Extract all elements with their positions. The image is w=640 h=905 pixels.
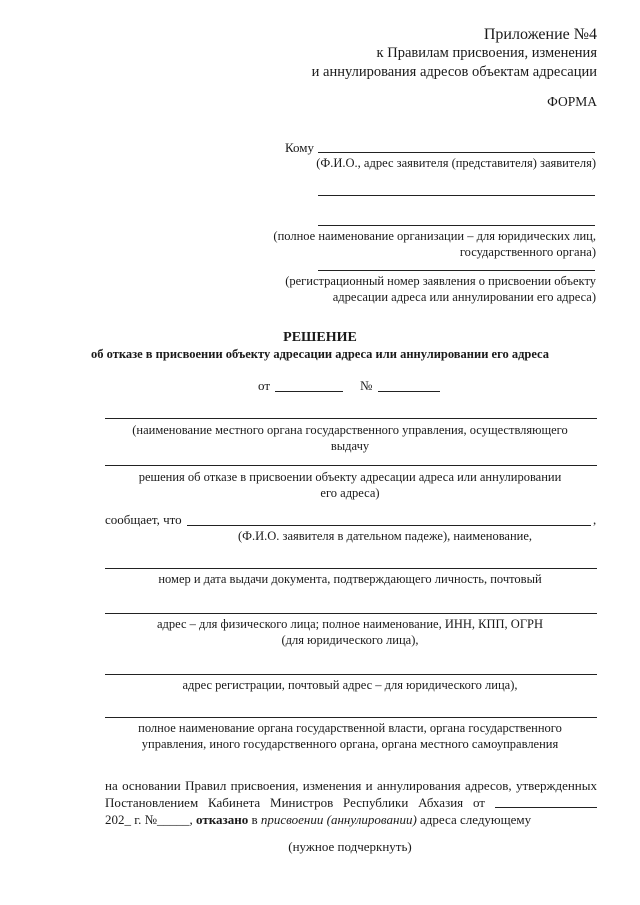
caption-fio: (Ф.И.О., адрес заявителя (представителя) заявителя) <box>316 156 596 170</box>
caption-org-a2: выдачу <box>330 439 370 453</box>
recipient-name-line <box>318 152 595 153</box>
doc-line <box>105 568 597 569</box>
basis-date-line <box>495 807 597 808</box>
refused-word: отказано <box>196 812 249 827</box>
basis-line-2: Постановлением Кабинета Министров Республики Абхазия от <box>105 795 485 810</box>
informs-label: сообщает, что <box>105 512 182 527</box>
caption-reg-addr: адрес регистрации, почтовый адрес – для юридического лица), <box>182 678 518 692</box>
org-line-a <box>105 418 597 419</box>
addr-line <box>105 613 597 614</box>
authority-line <box>105 717 597 718</box>
caption-addr-2: (для юридического лица), <box>281 633 419 647</box>
number-label: № <box>360 378 373 393</box>
basis-number-blank: _____, <box>157 812 193 827</box>
number-line <box>378 391 440 392</box>
caption-org-a1: (наименование местного органа государственного управления, осуществляющего <box>132 423 568 437</box>
basis-line-3 <box>105 811 531 828</box>
caption-reg-1: (регистрационный номер заявления о присвоении объекту <box>285 274 596 288</box>
to-label: Кому <box>285 140 315 155</box>
org-line-b <box>105 465 597 466</box>
caption-org-b1: решения об отказе в присвоении объекту адресации адреса или аннулировании <box>138 470 562 484</box>
caption-authority-1: полное наименование органа государственной власти, органа государственного <box>138 721 562 735</box>
decision-subtitle: об отказе в присвоении объекту адресации адреса или аннулировании его адреса <box>90 347 549 361</box>
caption-fio-dative: (Ф.И.О. заявителя в дательном падеже), наименование, <box>237 529 533 543</box>
from-label: от <box>258 378 271 393</box>
caption-org-1: (полное наименование организации – для юридических лиц, <box>273 229 596 243</box>
caption-authority-2: управления, иного государственного органа, органа местного самоуправления <box>141 737 559 751</box>
caption-org-b2: его адреса) <box>320 486 380 500</box>
annex-line-3: и аннулирования адресов объектам адресации <box>311 64 597 80</box>
annex-line-2: к Правилам присвоения, изменения <box>376 45 597 61</box>
caption-org-2: государственного органа) <box>459 245 596 259</box>
basis-year: 202_ г. № <box>105 812 158 827</box>
caption-addr-1: адрес – для физического лица; полное наименование, ИНН, КПП, ОГРН <box>156 617 544 631</box>
form-label: ФОРМА <box>547 94 597 109</box>
recipient-line-4 <box>318 270 595 271</box>
date-line <box>275 391 343 392</box>
caption-reg-2: адресации адреса или аннулировании его адреса) <box>332 290 596 304</box>
caption-doc: номер и дата выдачи документа, подтверждающего личность, почтовый <box>158 572 542 586</box>
underline-note: (нужное подчеркнуть) <box>288 839 412 854</box>
informs-line <box>187 525 591 526</box>
basis-in: в <box>251 812 258 827</box>
basis-tail: адреса следующему <box>420 812 532 827</box>
basis-line-1: на основании Правил присвоения, изменения и аннулирования адресов, утвержденных <box>105 778 597 793</box>
reg-addr-line <box>105 674 597 675</box>
assign-annul-phrase: присвоении (аннулировании) <box>260 812 417 827</box>
recipient-line-3 <box>318 225 595 226</box>
informs-comma: , <box>593 512 597 527</box>
decision-title: РЕШЕНИЕ <box>283 330 357 345</box>
recipient-line-2 <box>318 195 595 196</box>
annex-title: Приложение №4 <box>483 26 597 43</box>
